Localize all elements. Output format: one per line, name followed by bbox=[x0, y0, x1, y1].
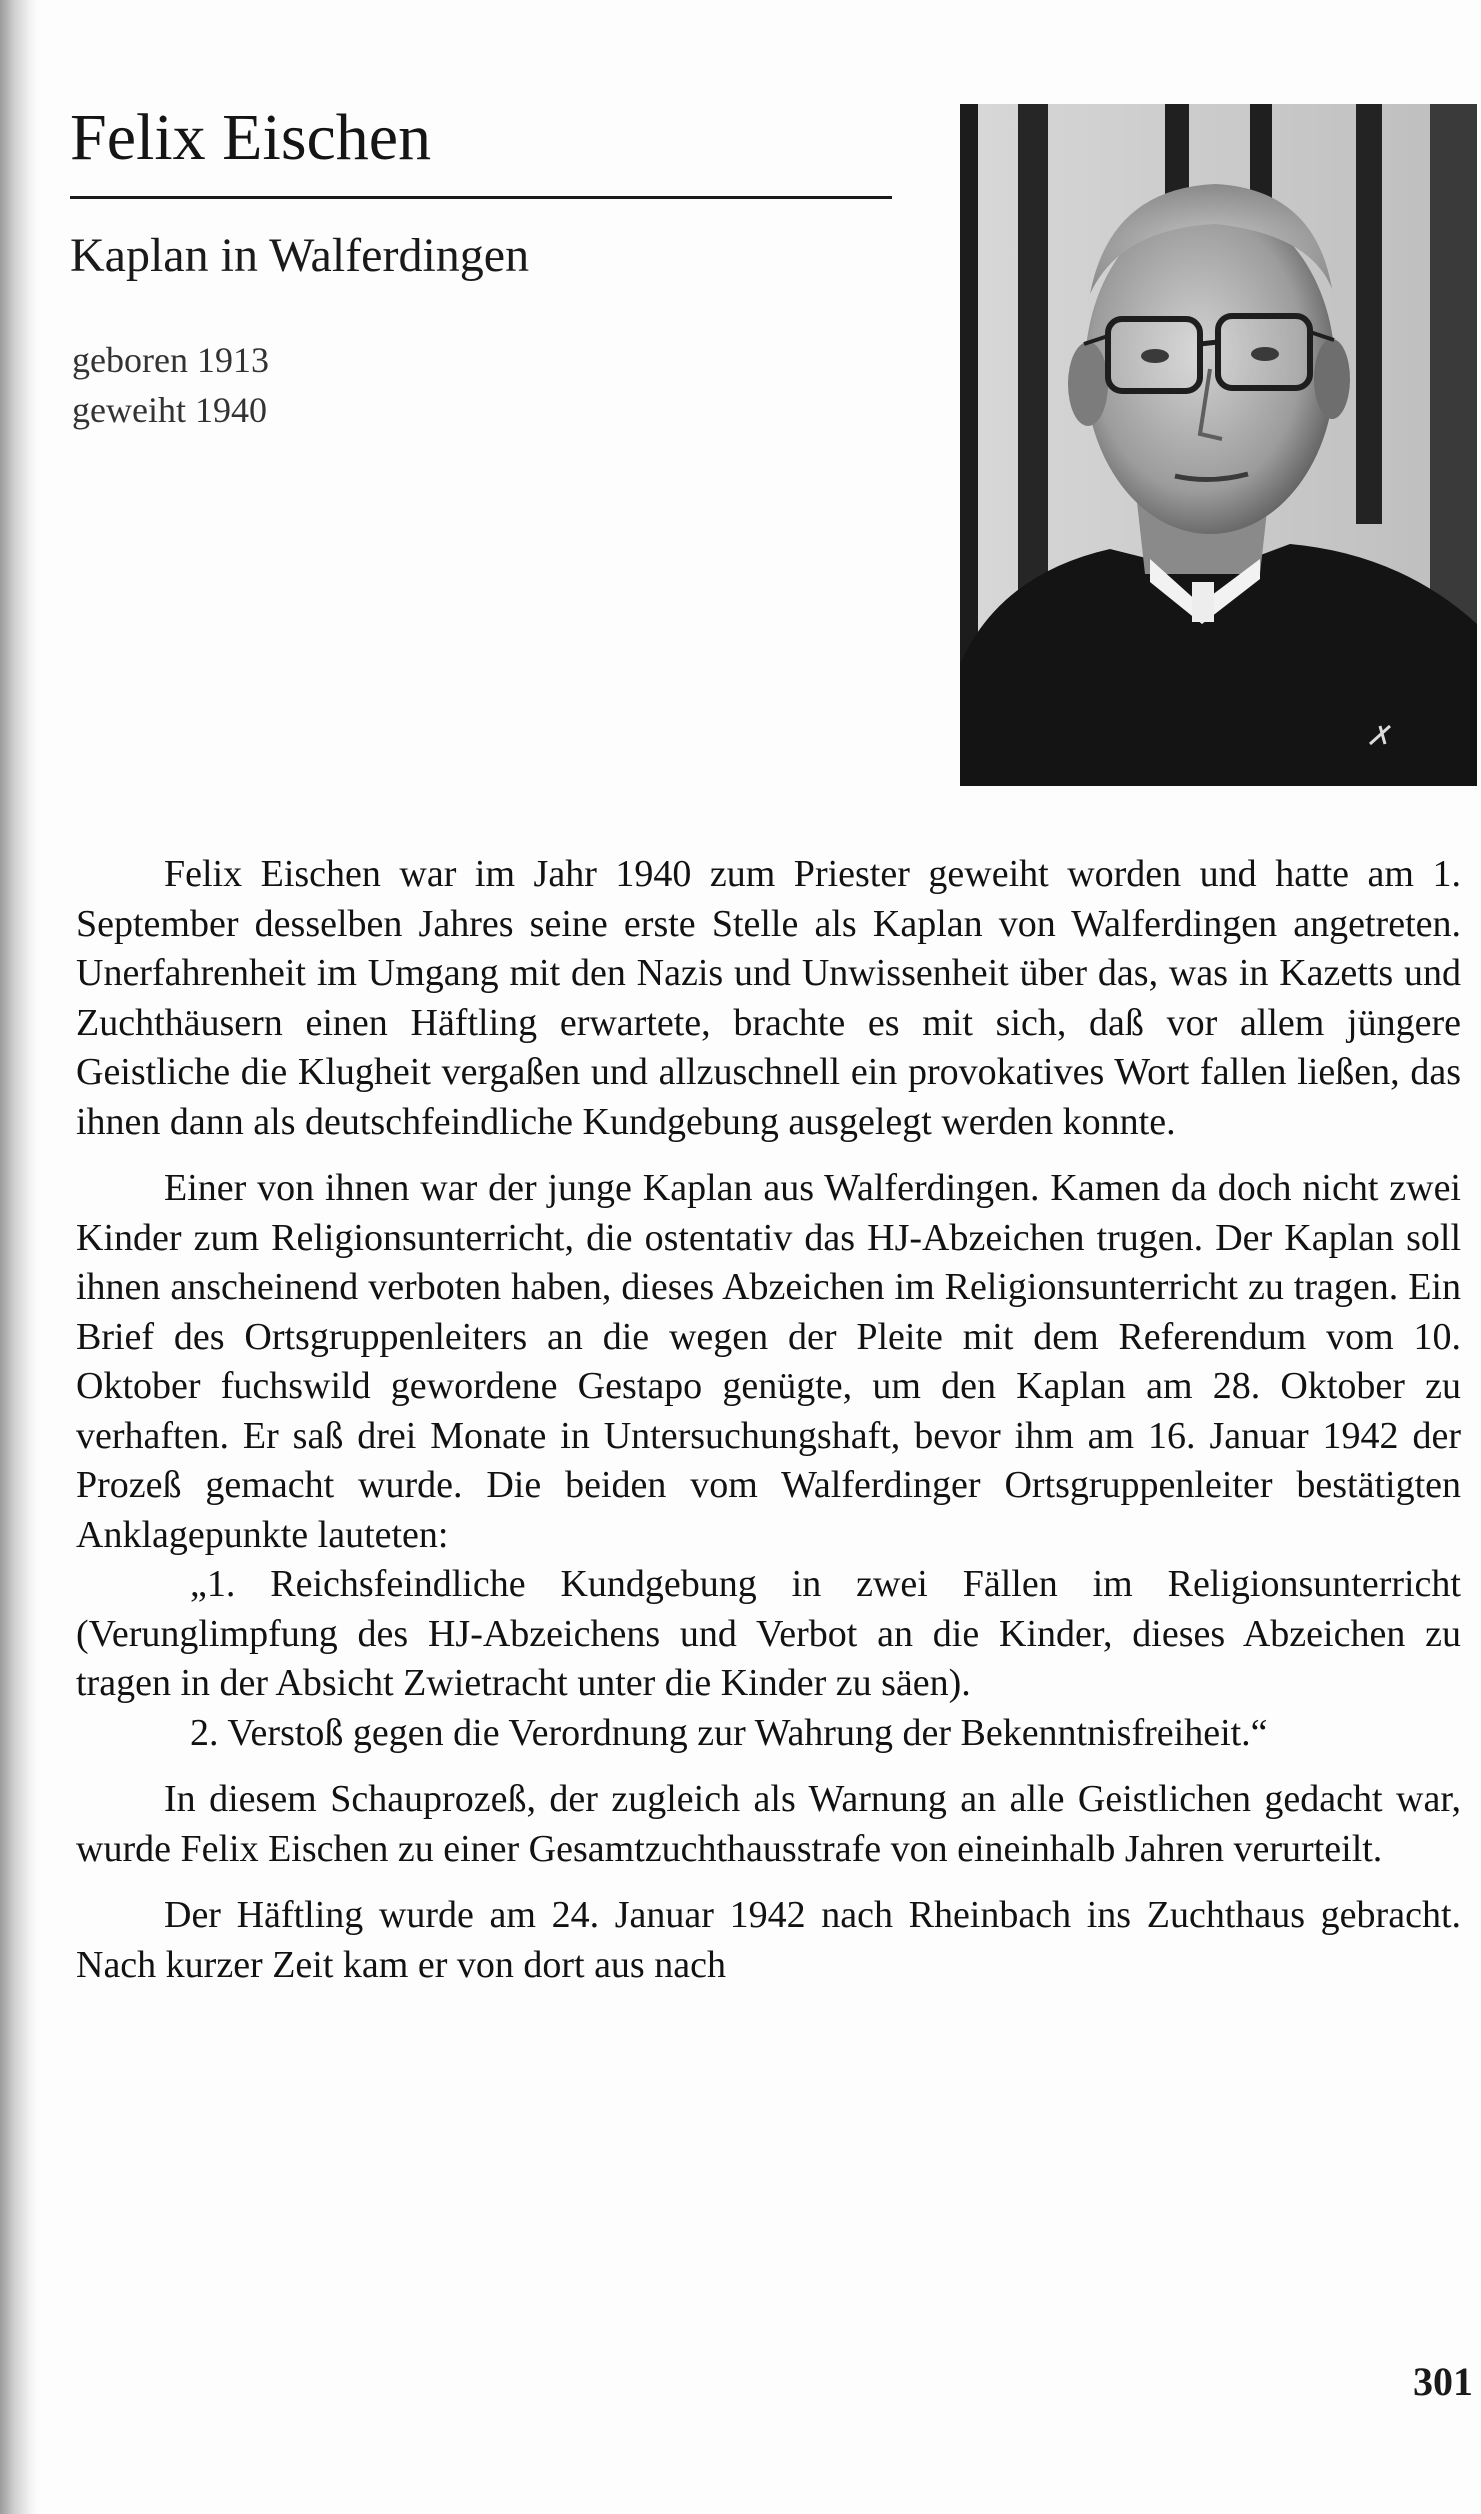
body-paragraph-3: In diesem Schauprozeß, der zugleich als Warnung an alle Geistlichen gedacht war, wurde Felix Eischen zu einer Gesamtzuchthausstrafe von eineinhalb Jahren verurteilt. bbox=[76, 1778, 1461, 1870]
article-body bbox=[76, 850, 1461, 1990]
page-subtitle: Kaplan in Walferdingen bbox=[70, 229, 530, 282]
title-underline bbox=[70, 196, 892, 199]
body-paragraph-1: Felix Eischen war im Jahr 1940 zum Priester geweiht worden und hatte am 1. September desselben Jahres seine erste Stelle als Kaplan von Walferdingen angetreten. Unerfahrenheit im Umgang mit den Nazis und Unwissenheit über das, was in Kazetts und Zuchthäusern einen Häftling erwartete, brachte es mit sich, daß vor allem jüngere Geistliche die Klugheit vergaßen und allzuschnell ein provokatives Wort fallen ließen, das ihnen dann als deutschfeindliche Kundgebung ausgelegt werden konnte. bbox=[76, 853, 1461, 1143]
portrait-photo bbox=[960, 104, 1477, 786]
page-gutter-shadow bbox=[0, 0, 38, 2514]
biographical-dates bbox=[72, 335, 269, 435]
birth-year-line: geboren 1913 bbox=[72, 340, 269, 380]
body-quote-2: 2. Verstoß gegen die Verordnung zur Wahrung der Bekenntnisfreiheit.“ bbox=[190, 1711, 1268, 1754]
ordination-year-line: geweiht 1940 bbox=[72, 390, 267, 430]
body-paragraph-2: Einer von ihnen war der junge Kaplan aus Walferdingen. Kamen da doch nicht zwei Kinder zum Religionsunterricht, die ostentativ das HJ-Abzeichen trugen. Der Kaplan soll ihnen anscheinend verboten haben, dieses Abzeichen im Religionsunterricht zu tragen. Ein Brief des Ortsgruppenleiters an die wegen der Pleite mit dem Referendum vom 10. Oktober fuchswild gewordene Gestapo genügte, um den Kaplan am 28. Oktober zu verhaften. Er saß drei Monate in Untersuchungshaft, bevor ihm am 16. Januar 1942 der Prozeß gemacht wurde. Die beiden vom Walferdinger Ortsgruppenleiter bestätigten Anklagepunkte lauteten: bbox=[76, 1167, 1461, 1556]
portrait-photo-image bbox=[960, 104, 1477, 786]
page-title: Felix Eischen bbox=[70, 101, 432, 174]
body-quote-1: „1. Reichsfeindliche Kundgebung in zwei Fällen im Religionsunterricht (Verunglimpfung des HJ-Abzeichens und Verbot an die Kinder, dieses Abzeichen zu tragen in der Absicht Zwietracht unter die Kinder zu säen). bbox=[76, 1563, 1461, 1704]
page-number: 301 bbox=[1413, 2359, 1473, 2404]
body-paragraph-4: Der Häftling wurde am 24. Januar 1942 nach Rheinbach ins Zuchthaus gebracht. Nach kurzer Zeit kam er von dort aus nach bbox=[76, 1894, 1461, 1986]
